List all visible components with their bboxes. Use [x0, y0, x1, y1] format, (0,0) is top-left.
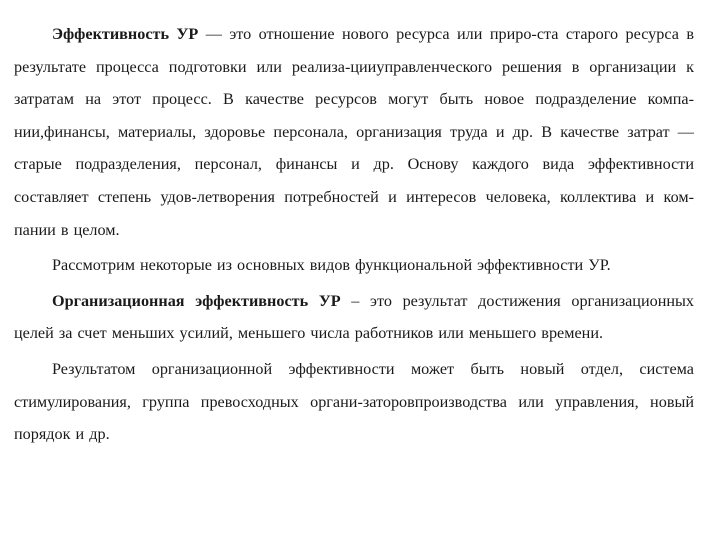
paragraph-text: — это отношение нового ресурса или приро-ста старого ресурса в результате процесса подготовки или реализа-цииуправленческого решения в организации к затратам на этот процесс. В качестве ресурсов могут быть новое подразделение компа-нии,финансы, материалы, здоровье персонала, организация труда и др. В качестве затрат — старые подразделения, персонал, финансы и др. Основу каждого вида эффективности составляет степень удов-летворения потребностей и интересов человека, коллектива и ком-пании в целом.	[14, 25, 695, 239]
document-page	[14, 18, 694, 454]
paragraph-organizational	[14, 285, 694, 350]
paragraph-definition	[14, 18, 694, 246]
paragraph-text: Результатом организационной эффективности может быть новый отдел, система стимулирования, группа превосходных органи-заторовпроизводства или управления, новый порядок и др.	[14, 359, 694, 444]
paragraph-text: Рассмотрим некоторые из основных видов функциональной эффективности УР.	[52, 256, 611, 275]
term-organizational-effectiveness: Организационная эффективность УР	[52, 291, 341, 310]
paragraph-result	[14, 353, 694, 451]
term-effectiveness: Эффективность УР	[52, 25, 199, 43]
paragraph-intro	[14, 249, 694, 282]
paragraph-text: – это результат достижения организационных целей за счет меньших усилий, меньшего числа работников или меньшего времени.	[14, 291, 694, 343]
